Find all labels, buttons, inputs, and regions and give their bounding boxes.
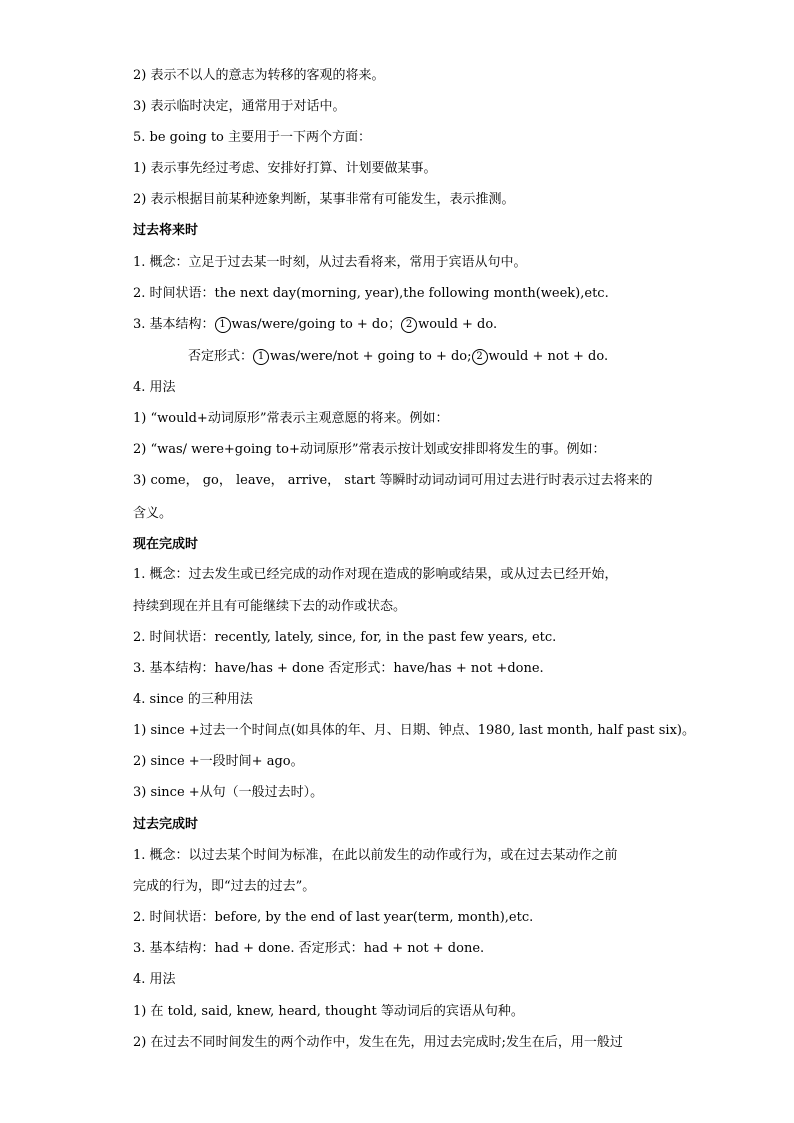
text-line: 持续到现在并且有可能继续下去的动作或状态。 xyxy=(133,599,407,614)
text-line: 2) 表示根据目前某种迹象判断，某事非常有可能发生，表示推测。 xyxy=(133,192,515,207)
text-line: 含义。 xyxy=(133,506,173,521)
circled-number-1: 1 xyxy=(253,349,269,365)
structure-label: 3. 基本结构： xyxy=(133,317,215,332)
text-line: 2) “was/ were+going to+动词原形”常表示按计划或安排即将发生的事。例如： xyxy=(133,442,606,457)
text-line: 3) come， go， leave， arrive， start 等瞬时动词动词可用过去进行时表示过去将来的 xyxy=(133,473,653,488)
text-line: 4. since 的三种用法 xyxy=(133,692,253,707)
text-line: 3. 基本结构：have/has + done 否定形式：have/has + not +done. xyxy=(133,661,544,676)
section-heading: 现在完成时 xyxy=(133,537,199,552)
text-line: 2. 时间状语：the next day(morning, year),the following month(week),etc. xyxy=(133,286,609,301)
structure-line xyxy=(133,316,497,334)
text-line: 3. 基本结构：had + done. 否定形式：had + not + done. xyxy=(133,941,485,956)
text-line: 1) “would+动词原形”常表示主观意愿的将来。例如： xyxy=(133,411,449,426)
text-line: 完成的行为，即“过去的过去”。 xyxy=(133,879,316,894)
text-line: 1. 概念：以过去某个时间为标准，在此以前发生的动作或行为，或在过去某动作之前 xyxy=(133,848,618,863)
structure-part-1: was/were/going to + do； xyxy=(231,317,402,332)
section-heading: 过去完成时 xyxy=(133,817,199,832)
text-line: 2. 时间状语：before, by the end of last year(term, month),etc. xyxy=(133,910,534,925)
text-line: 2) since +一段时间+ ago。 xyxy=(133,754,304,769)
text-line: 4. 用法 xyxy=(133,380,176,395)
section-heading: 过去将来时 xyxy=(133,223,199,238)
text-line: 2) 在过去不同时间发生的两个动作中，发生在先，用过去完成时;发生在后，用一般过 xyxy=(133,1035,623,1050)
text-line: 5. be going to 主要用于一下两个方面： xyxy=(133,130,371,145)
circled-number-1: 1 xyxy=(215,317,231,333)
text-line: 1. 概念：立足于过去某一时刻，从过去看将来，常用于宾语从句中。 xyxy=(133,255,527,270)
text-line: 4. 用法 xyxy=(133,972,176,987)
negative-part-2: would + not + do. xyxy=(488,349,609,364)
text-line: 3) 表示临时决定，通常用于对话中。 xyxy=(133,99,346,114)
circled-number-2: 2 xyxy=(401,317,417,333)
text-line: 2) 表示不以人的意志为转移的客观的将来。 xyxy=(133,68,385,83)
text-line: 1) since +过去一个时间点(如具体的年、月、日期、钟点、1980, last month, half past six)。 xyxy=(133,723,695,738)
circled-number-2: 2 xyxy=(472,349,488,365)
text-line: 1) 表示事先经过考虑、安排好打算、计划要做某事。 xyxy=(133,161,437,176)
negative-part-1: was/were/not + going to + do; xyxy=(270,349,472,364)
text-line: 1. 概念：过去发生或已经完成的动作对现在造成的影响或结果，或从过去已经开始， xyxy=(133,567,618,582)
text-line: 3) since +从句（一般过去时）。 xyxy=(133,785,324,800)
structure-part-2: would + do. xyxy=(418,317,498,332)
negative-form-label: 否定形式： xyxy=(188,349,254,364)
text-line: 1) 在 told, said, knew, heard, thought 等动词后的宾语从句种。 xyxy=(133,1004,524,1019)
text-line: 2. 时间状语：recently, lately, since, for, in the past few years, etc. xyxy=(133,630,557,645)
negative-form-line xyxy=(188,348,608,366)
